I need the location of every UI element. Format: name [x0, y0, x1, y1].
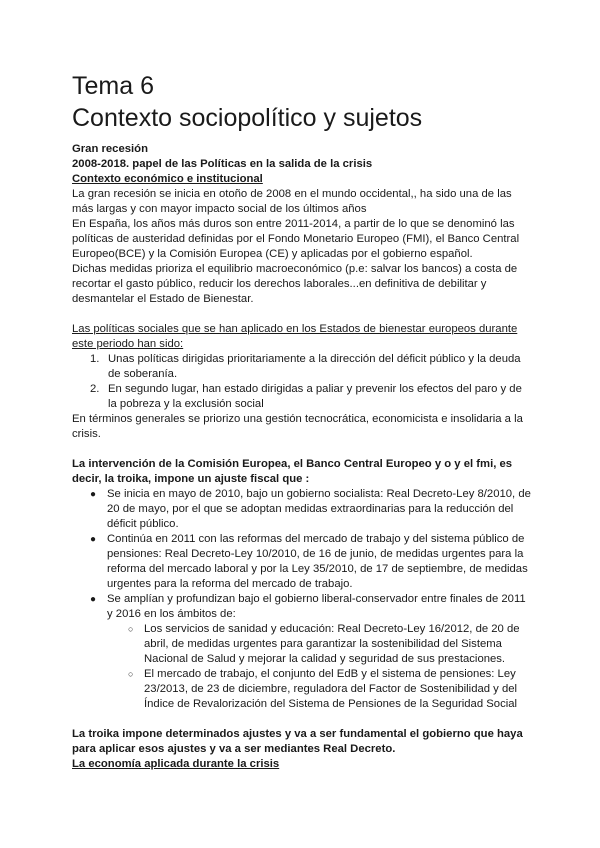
document-page	[72, 70, 532, 772]
sub-bullet-icon: ○	[128, 669, 134, 679]
section-subheading-underlined: Contexto económico e institucional	[72, 173, 263, 185]
list-number: 1.	[90, 353, 100, 365]
list-item-text: Unas políticas dirigidas prioritariamente a la dirección del déficit público y la deuda de soberanía.	[108, 353, 521, 380]
list-item	[72, 592, 532, 622]
list-item-text: Continúa en 2011 con las reformas del mercado de trabajo y del sistema público de pensiones: Real Decreto-Ley 10/2010, de 16 de junio, de medidas urgentes para la reforma del mercado laboral y por la Ley 35/2010, de 17 de septiembre, de medidas urgentes para la reforma del mercado de trabajo.	[107, 533, 528, 590]
list-item-text: Se inicia en mayo de 2010, bajo un gobierno socialista: Real Decreto-Ley 8/2010, de 20 de mayo, por el que se adoptan medidas extraordinarias para la reducción del déficit público.	[107, 488, 531, 530]
document-subtitle: Contexto sociopolítico y sujetos	[72, 104, 423, 132]
economy-heading: La economía aplicada durante la crisis	[72, 758, 280, 770]
list-number: 2.	[90, 383, 100, 395]
list-item-text: Se amplían y profundizan bajo el gobierno liberal-conservador entre finales de 2011 y 2016 en los ámbitos de:	[107, 593, 526, 620]
list-item	[72, 352, 532, 382]
sub-bullet-icon: ○	[128, 624, 134, 634]
list-item-text: Los servicios de sanidad y educación: Real Decreto-Ley 16/2012, de 20 de abril, de medidas urgentes para garantizar la sostenibilidad del Sistema Nacional de Salud y mejorar la calidad y seguridad de sus prestaciones.	[144, 623, 520, 665]
list-item-text: El mercado de trabajo, el conjunto del EdB y el sistema de pensiones: Ley 23/2013, de 23 de diciembre, reguladora del Factor de Sostenibilidad y del Índice de Revalorización del Sistema de Pensiones de la Seguridad Social	[144, 668, 518, 710]
document-title: Tema 6	[72, 72, 154, 100]
troika-bullet-list	[72, 487, 532, 622]
paragraph: La gran recesión se inicia en otoño de 2008 en el mundo occidental,, ha sido una de las más largas y con mayor impacto social de los últimos años	[72, 188, 512, 215]
bullet-icon: ●	[90, 489, 97, 500]
paragraph: En España, los años más duros son entre 2011-2014, a partir de lo que se denominó las políticas de austeridad definidas por el Fondo Monetario Europeo (FMI), el Banco Central Europeo(BCE) y la Comisión Europea (CE) y aplicadas por el gobierno español.	[72, 218, 520, 260]
section-heading: Gran recesión	[72, 143, 148, 155]
policies-list	[72, 352, 532, 412]
troika-heading: La intervención de la Comisión Europea, el Banco Central Europeo y o y el fmi, es decir, la troika, impone un ajuste fiscal que :	[72, 458, 513, 485]
list-item	[72, 667, 532, 712]
list-item	[72, 622, 532, 667]
troika-sub-bullet-list	[72, 622, 532, 712]
paragraph: En términos generales se priorizo una gestión tecnocrática, economicista e insolidaria a la crisis.	[72, 413, 523, 440]
list-item	[72, 487, 532, 532]
bullet-icon: ●	[90, 534, 97, 545]
list-item	[72, 382, 532, 412]
bullet-icon: ●	[90, 594, 97, 605]
section-subheading: 2008-2018. papel de las Políticas en la salida de la crisis	[72, 158, 373, 170]
list-item-text: En segundo lugar, han estado dirigidas a paliar y prevenir los efectos del paro y de la pobreza y la exclusión social	[108, 383, 522, 410]
paragraph: Dichas medidas prioriza el equilibrio macroeconómico (p.e: salvar los bancos) a costa de recortar el gasto público, reducir los derechos laborales...en definitiva de debilitar y desmantelar el Estado de Bienestar.	[72, 263, 518, 305]
troika-conclusion: La troika impone determinados ajustes y va a ser fundamental el gobierno que haya para aplicar esos ajustes y va a ser mediantes Real Decreto.	[72, 728, 523, 755]
list-item	[72, 532, 532, 592]
policies-intro: Las políticas sociales que se han aplicado en los Estados de bienestar europeos durante este periodo han sido:	[72, 323, 518, 350]
